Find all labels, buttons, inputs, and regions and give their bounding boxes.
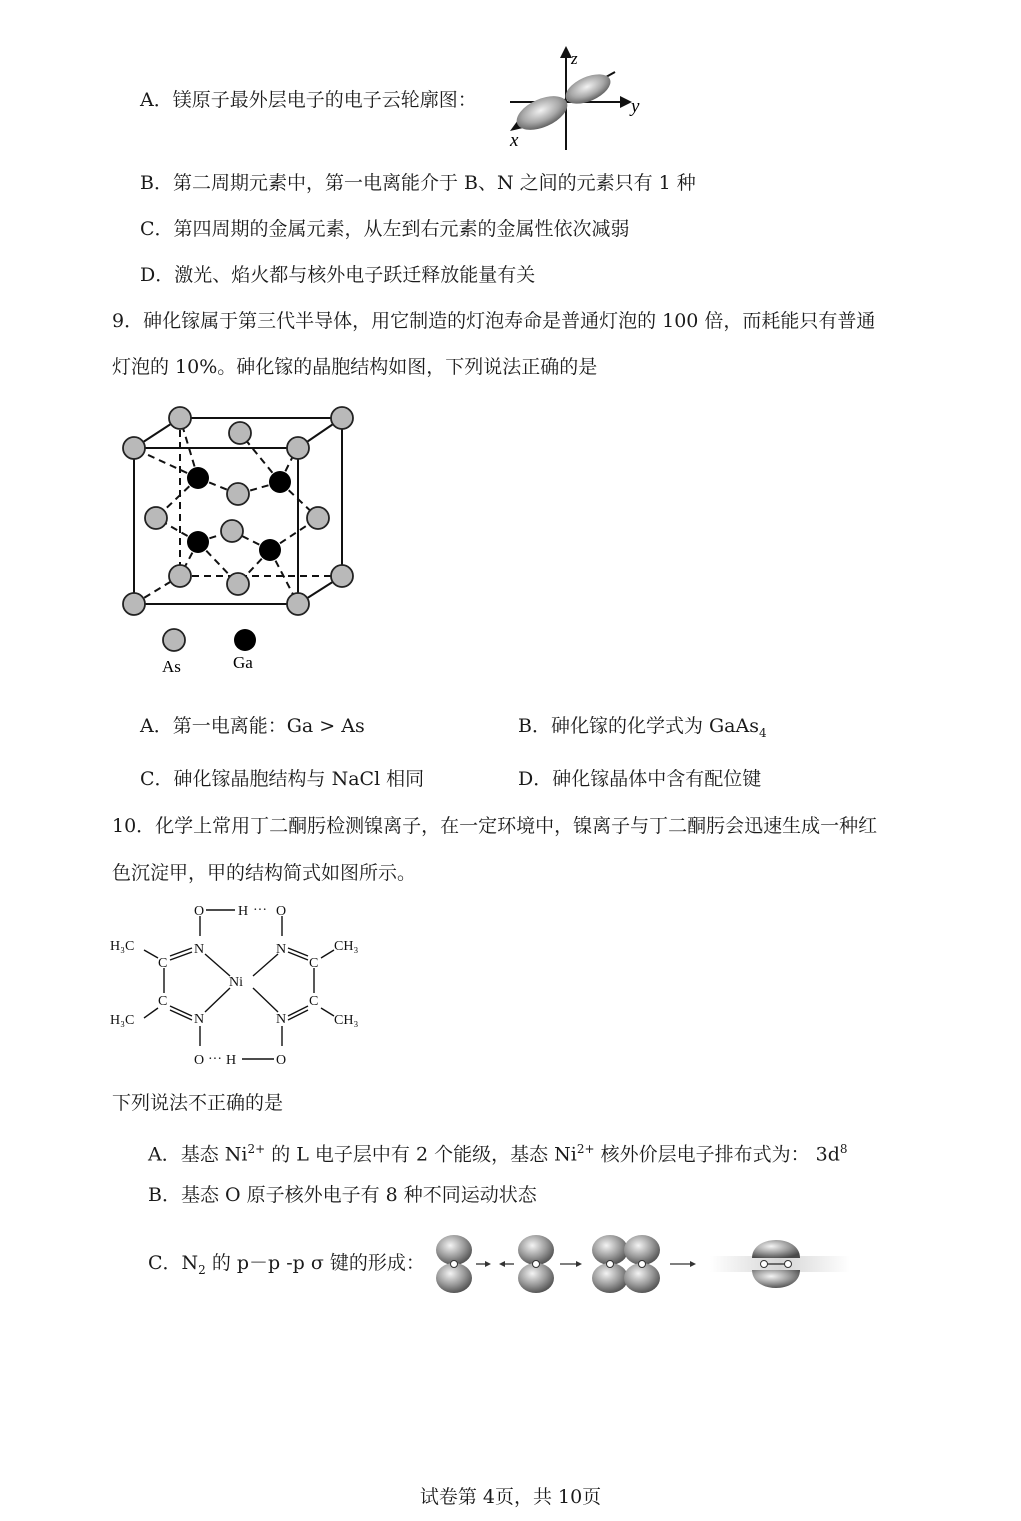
atom-o: O	[194, 1053, 205, 1068]
q10-option-b: B．基态 O 原子核外电子有 8 种不同运动状态	[148, 1184, 537, 1206]
as-atom	[287, 593, 309, 615]
axis-y-label: y	[631, 96, 640, 117]
q9-option-c: C．砷化镓晶胞结构与 NaCl 相同	[140, 768, 425, 790]
atom-n: N	[276, 942, 287, 957]
ni-dmg-structure-figure	[108, 898, 378, 1076]
page-footer: 试卷第 4页，共 10页	[419, 1486, 602, 1508]
as-atom	[169, 565, 191, 587]
q10-stem-line2: 色沉淀甲，甲的结构简式如图所示。	[112, 862, 417, 884]
as-atom	[221, 520, 243, 542]
atom-o: O	[194, 904, 205, 919]
atom-h: H	[226, 1053, 237, 1068]
q9-option-d: D．砷化镓晶体中含有配位键	[518, 768, 762, 790]
as-atom	[229, 422, 251, 444]
hbond-dots: ···	[253, 903, 267, 918]
atom-c: C	[158, 994, 168, 1009]
q9-stem-line1: 9．砷化镓属于第三代半导体，用它制造的灯泡寿命是普通灯泡的 100 倍，而耗能只有普通	[112, 310, 876, 332]
legend-ga-label: Ga	[233, 653, 253, 672]
atom-o: O	[276, 904, 287, 919]
atom-o: O	[276, 1053, 287, 1068]
atom-c: C	[309, 956, 319, 971]
q9-option-b: B．砷化镓的化学式为 GaAs$_4$	[518, 715, 767, 740]
p-orbital	[518, 1235, 554, 1293]
atom-n: N	[194, 1012, 205, 1027]
gaas-unit-cell-figure	[110, 398, 380, 688]
legend-ga-swatch	[234, 629, 256, 651]
q10-option-c: C．$N_2$ 的 p－p -p σ 键的形成：	[148, 1252, 425, 1277]
hbond-dots: ···	[208, 1052, 222, 1067]
methyl-group: H₃C	[110, 939, 135, 954]
q8-option-c: C．第四周期的金属元素，从左到右元素的金属性依次减弱	[140, 218, 630, 240]
as-atom	[123, 437, 145, 459]
ga-atom	[187, 531, 209, 553]
atom-n: N	[194, 942, 205, 957]
q8-option-d: D．激光、焰火都与核外电子跃迁释放能量有关	[140, 264, 536, 286]
as-atom	[123, 593, 145, 615]
overlapping-p-orbitals	[592, 1235, 660, 1293]
q8-option-a: A．镁原子最外层电子的电子云轮廓图：	[140, 89, 477, 111]
q10-stem-line1: 10．化学上常用丁二酮肟检测镍离子，在一定环境中，镍离子与丁二酮肟会迅速生成一种红	[112, 815, 878, 837]
ga-atom	[259, 539, 281, 561]
atom-c: C	[309, 994, 319, 1009]
atom-n: N	[276, 1012, 287, 1027]
p-orbital	[436, 1235, 472, 1293]
as-atom	[331, 407, 353, 429]
q10-question: 下列说法不正确的是	[112, 1092, 284, 1114]
q10-option-a: A．基态 $Ni^{2+}$ 的 L 电子层中有 2 个能级，基态 $Ni^{2+}$ 核外价层电子排布式为： $3d^8$	[148, 1142, 848, 1166]
orbital-lobe	[561, 68, 615, 109]
methyl-group: CH₃	[334, 1013, 359, 1028]
as-atom	[169, 407, 191, 429]
as-atom	[287, 437, 309, 459]
atom-h: H	[238, 904, 249, 919]
orbital-lobe	[512, 89, 573, 137]
as-atom	[145, 507, 167, 529]
ga-atom	[187, 467, 209, 489]
q9-option-a: A．第一电离能：Ga > As	[140, 715, 365, 737]
as-atom	[331, 565, 353, 587]
legend-as-label: As	[162, 657, 181, 676]
legend-as-swatch	[163, 629, 185, 651]
as-atom	[227, 483, 249, 505]
methyl-group: H₃C	[110, 1013, 135, 1028]
q8-option-b: B．第二周期元素中，第一电离能介于 B、N 之间的元素只有 1 种	[140, 172, 696, 194]
as-atom	[227, 573, 249, 595]
axis-z-label: z	[571, 49, 578, 68]
ga-atom	[269, 471, 291, 493]
axis-x-label: x	[510, 130, 519, 151]
pp-pi-bond-formation-figure	[430, 1228, 850, 1300]
q9-stem-line2: 灯泡的 10%。砷化镓的晶胞结构如图，下列说法正确的是	[112, 356, 598, 378]
atom-c: C	[158, 956, 168, 971]
methyl-group: CH₃	[334, 939, 359, 954]
atom-ni: Ni	[229, 975, 243, 990]
as-atom	[307, 507, 329, 529]
p-orbital-figure	[500, 42, 650, 152]
